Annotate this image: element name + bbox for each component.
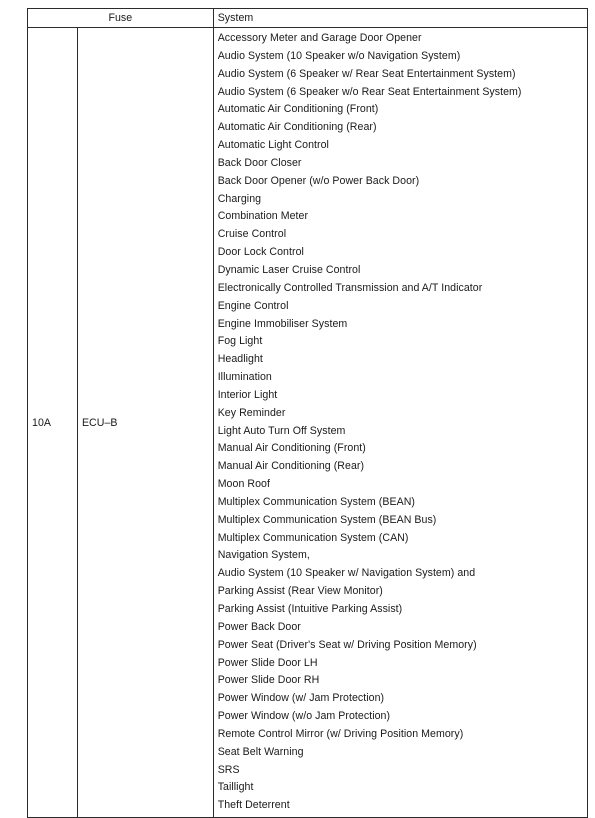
system-item: Illumination xyxy=(217,371,272,384)
system-item: Parking Assist (Intuitive Parking Assist) xyxy=(217,603,403,615)
system-item: Seat Belt Warning xyxy=(217,745,304,758)
fuse-system-table xyxy=(27,8,588,818)
system-item: Power Seat (Driver's Seat w/ Driving Position Memory) xyxy=(217,638,477,651)
system-item: Taillight xyxy=(217,781,254,794)
system-item: Power Back Door xyxy=(217,620,301,633)
system-item: Power Slide Door RH xyxy=(217,674,320,687)
system-item: Back Door Closer xyxy=(217,156,302,169)
system-item: Charging xyxy=(217,192,262,205)
system-item: Dynamic Laser Cruise Control xyxy=(217,263,361,276)
system-item: Navigation System, Audio System (10 Speaker w/ Navigation System) and Parking Assist (Rear View Monitor) xyxy=(217,549,476,598)
system-item: Engine Immobiliser System xyxy=(217,317,348,330)
system-item: Engine Control xyxy=(217,299,289,312)
system-item: Multiplex Communication System (BEAN) xyxy=(217,495,415,508)
fuse-name: ECU–B xyxy=(77,28,213,818)
system-item: Automatic Air Conditioning (Front) xyxy=(217,103,379,116)
system-item: Audio System (6 Speaker w/ Rear Seat Entertainment System) xyxy=(217,67,516,80)
system-item: Accessory Meter and Garage Door Opener xyxy=(217,32,422,44)
system-item: Moon Roof xyxy=(217,478,270,491)
table-header-row xyxy=(28,9,588,28)
system-item: Electronically Controlled Transmission and A/T Indicator xyxy=(217,281,483,294)
header-system: System xyxy=(213,9,587,28)
system-item: Audio System (6 Speaker w/o Rear Seat Entertainment System) xyxy=(217,85,522,98)
system-item: Power Window (w/ Jam Protection) xyxy=(217,692,385,705)
system-item: Headlight xyxy=(217,353,263,366)
system-item: Power Slide Door LH xyxy=(217,656,318,669)
system-item: Manual Air Conditioning (Front) xyxy=(217,442,366,455)
system-item: Power Window (w/o Jam Protection) xyxy=(217,710,391,723)
system-item: Automatic Air Conditioning (Rear) xyxy=(217,121,377,134)
system-item: Door Lock Control xyxy=(217,246,304,259)
system-item: Fog Light xyxy=(217,335,263,348)
header-fuse: Fuse xyxy=(28,9,214,28)
system-item: Multiplex Communication System (BEAN Bus) xyxy=(217,513,437,526)
table-row xyxy=(28,28,588,818)
system-item: Multiplex Communication System (CAN) xyxy=(217,531,409,544)
system-item: Light Auto Turn Off System xyxy=(217,424,346,437)
system-item: Combination Meter xyxy=(217,210,309,223)
system-item: Automatic Light Control xyxy=(217,139,329,152)
system-item: Manual Air Conditioning (Rear) xyxy=(217,460,365,473)
system-item: Back Door Opener (w/o Power Back Door) xyxy=(217,174,420,187)
system-item: SRS xyxy=(217,763,240,776)
fuse-amperage: 10A xyxy=(28,28,78,818)
system-item: Remote Control Mirror (w/ Driving Position Memory) xyxy=(217,727,464,740)
system-item: Cruise Control xyxy=(217,228,287,241)
system-list xyxy=(218,30,585,815)
system-item: Theft Deterrent xyxy=(217,799,290,812)
system-item: Interior Light xyxy=(217,388,278,401)
system-list-cell xyxy=(213,28,587,818)
system-item: Audio System (10 Speaker w/o Navigation System) xyxy=(217,49,461,62)
system-item: Key Reminder xyxy=(217,406,286,419)
